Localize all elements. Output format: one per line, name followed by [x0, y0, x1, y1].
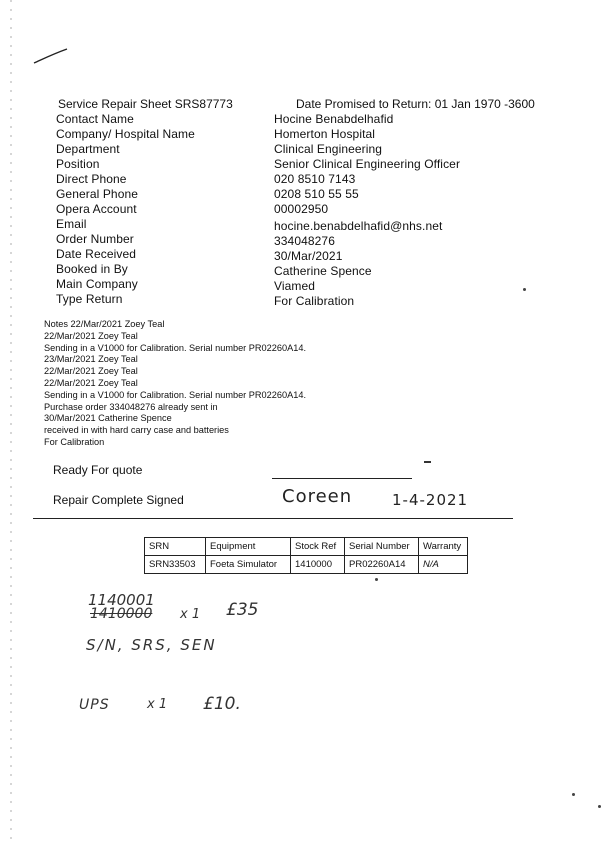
handwritten-price: £10. — [203, 694, 241, 714]
note-line: 22/Mar/2021 Zoey Teal — [44, 377, 138, 388]
field-label-main-company: Main Company — [56, 277, 138, 291]
field-value-booked-in-by: Catherine Spence — [274, 264, 372, 278]
field-value-direct-phone: 020 8510 7143 — [274, 172, 356, 186]
notes-block — [44, 319, 306, 449]
field-value-contact-name: Hocine Benabdelhafid — [274, 112, 394, 126]
handwritten-signature-date: 1-4-2021 — [392, 491, 469, 509]
field-label-direct-phone: Direct Phone — [56, 172, 127, 186]
sheet-title: Service Repair Sheet SRS87773 — [58, 97, 233, 111]
column-header: Stock Ref — [291, 538, 345, 556]
scan-speck — [375, 578, 378, 581]
field-value-department: Clinical Engineering — [274, 142, 383, 156]
handwritten-item: UPS — [79, 697, 110, 713]
ready-for-quote-label: Ready For quote — [53, 463, 143, 477]
equipment-table — [144, 537, 468, 574]
scan-speck — [598, 805, 601, 808]
column-header: Serial Number — [345, 538, 419, 556]
table-cell: N/A — [419, 556, 468, 574]
table-cell: PR02260A14 — [345, 556, 419, 574]
field-label-email: Email — [56, 217, 87, 231]
field-label-company: Company/ Hospital Name — [56, 127, 195, 141]
field-value-email: hocine.benabdelhafid@nhs.net — [274, 219, 443, 233]
field-value-general-phone: 0208 510 55 55 — [274, 187, 359, 201]
handwritten-stock-code: 1140001 — [88, 591, 155, 609]
field-label-contact-name: Contact Name — [56, 112, 134, 126]
note-line: 22/Mar/2021 Zoey Teal — [44, 366, 138, 377]
field-value-date-received: 30/Mar/2021 — [274, 249, 343, 263]
scan-speck — [523, 288, 526, 291]
scan-speck — [572, 793, 575, 796]
note-line: Notes 22/Mar/2021 Zoey Teal — [44, 319, 165, 329]
field-value-order-number: 334048276 — [274, 234, 335, 248]
field-value-type-return: For Calibration — [274, 294, 355, 308]
field-value-position: Senior Clinical Engineering Officer — [274, 157, 461, 171]
scan-edge-specks — [10, 0, 12, 841]
handwritten-signature: Coreen — [282, 486, 353, 507]
field-label-department: Department — [56, 142, 120, 156]
field-value-company: Homerton Hospital — [274, 127, 376, 141]
table-header-row — [145, 538, 468, 556]
note-line: 22/Mar/2021 Zoey Teal — [44, 330, 138, 341]
note-line: received in with hard carry case and batteries — [44, 425, 229, 436]
note-line: Sending in a V1000 for Calibration. Serial number PR02260A14. — [44, 342, 307, 353]
repair-complete-label: Repair Complete Signed — [53, 493, 184, 507]
field-label-general-phone: General Phone — [56, 187, 139, 201]
field-label-booked-in-by: Booked in By — [56, 262, 128, 276]
tick-mark — [424, 461, 431, 463]
note-line: Purchase order 334048276 already sent in — [44, 401, 218, 412]
field-label-position: Position — [56, 157, 100, 171]
field-label-type-return: Type Return — [56, 292, 123, 306]
pen-stroke-mark — [33, 47, 69, 67]
field-label-date-received: Date Received — [56, 247, 137, 261]
note-line: For Calibration — [44, 436, 105, 447]
column-header: SRN — [145, 538, 206, 556]
handwritten-quantity: x 1 — [147, 697, 168, 712]
field-value-main-company: Viamed — [274, 279, 316, 293]
column-header: Equipment — [206, 538, 291, 556]
table-cell: Foeta Simulator — [206, 556, 291, 574]
note-line: 23/Mar/2021 Zoey Teal — [44, 354, 138, 365]
section-divider — [33, 518, 513, 519]
handwritten-sn-line: S/N, SRS, SEN — [86, 636, 217, 654]
table-cell: SRN33503 — [145, 556, 206, 574]
handwritten-price: £35 — [226, 600, 259, 620]
field-label-order-number: Order Number — [56, 232, 134, 246]
handwritten-stock-code-struck: 1410000 — [90, 606, 153, 622]
note-line: 30/Mar/2021 Catherine Spence — [44, 413, 172, 424]
handwritten-quantity: x 1 — [180, 607, 201, 622]
table-row — [145, 556, 468, 574]
ready-for-quote-line — [272, 478, 412, 479]
field-label-opera-account: Opera Account — [56, 202, 137, 216]
column-header: Warranty — [419, 538, 468, 556]
date-promised: Date Promised to Return: 01 Jan 1970 -3600 — [296, 97, 535, 111]
field-value-opera-account: 00002950 — [274, 202, 329, 216]
table-cell: 1410000 — [291, 556, 345, 574]
note-line: Sending in a V1000 for Calibration. Serial number PR02260A14. — [44, 389, 307, 400]
